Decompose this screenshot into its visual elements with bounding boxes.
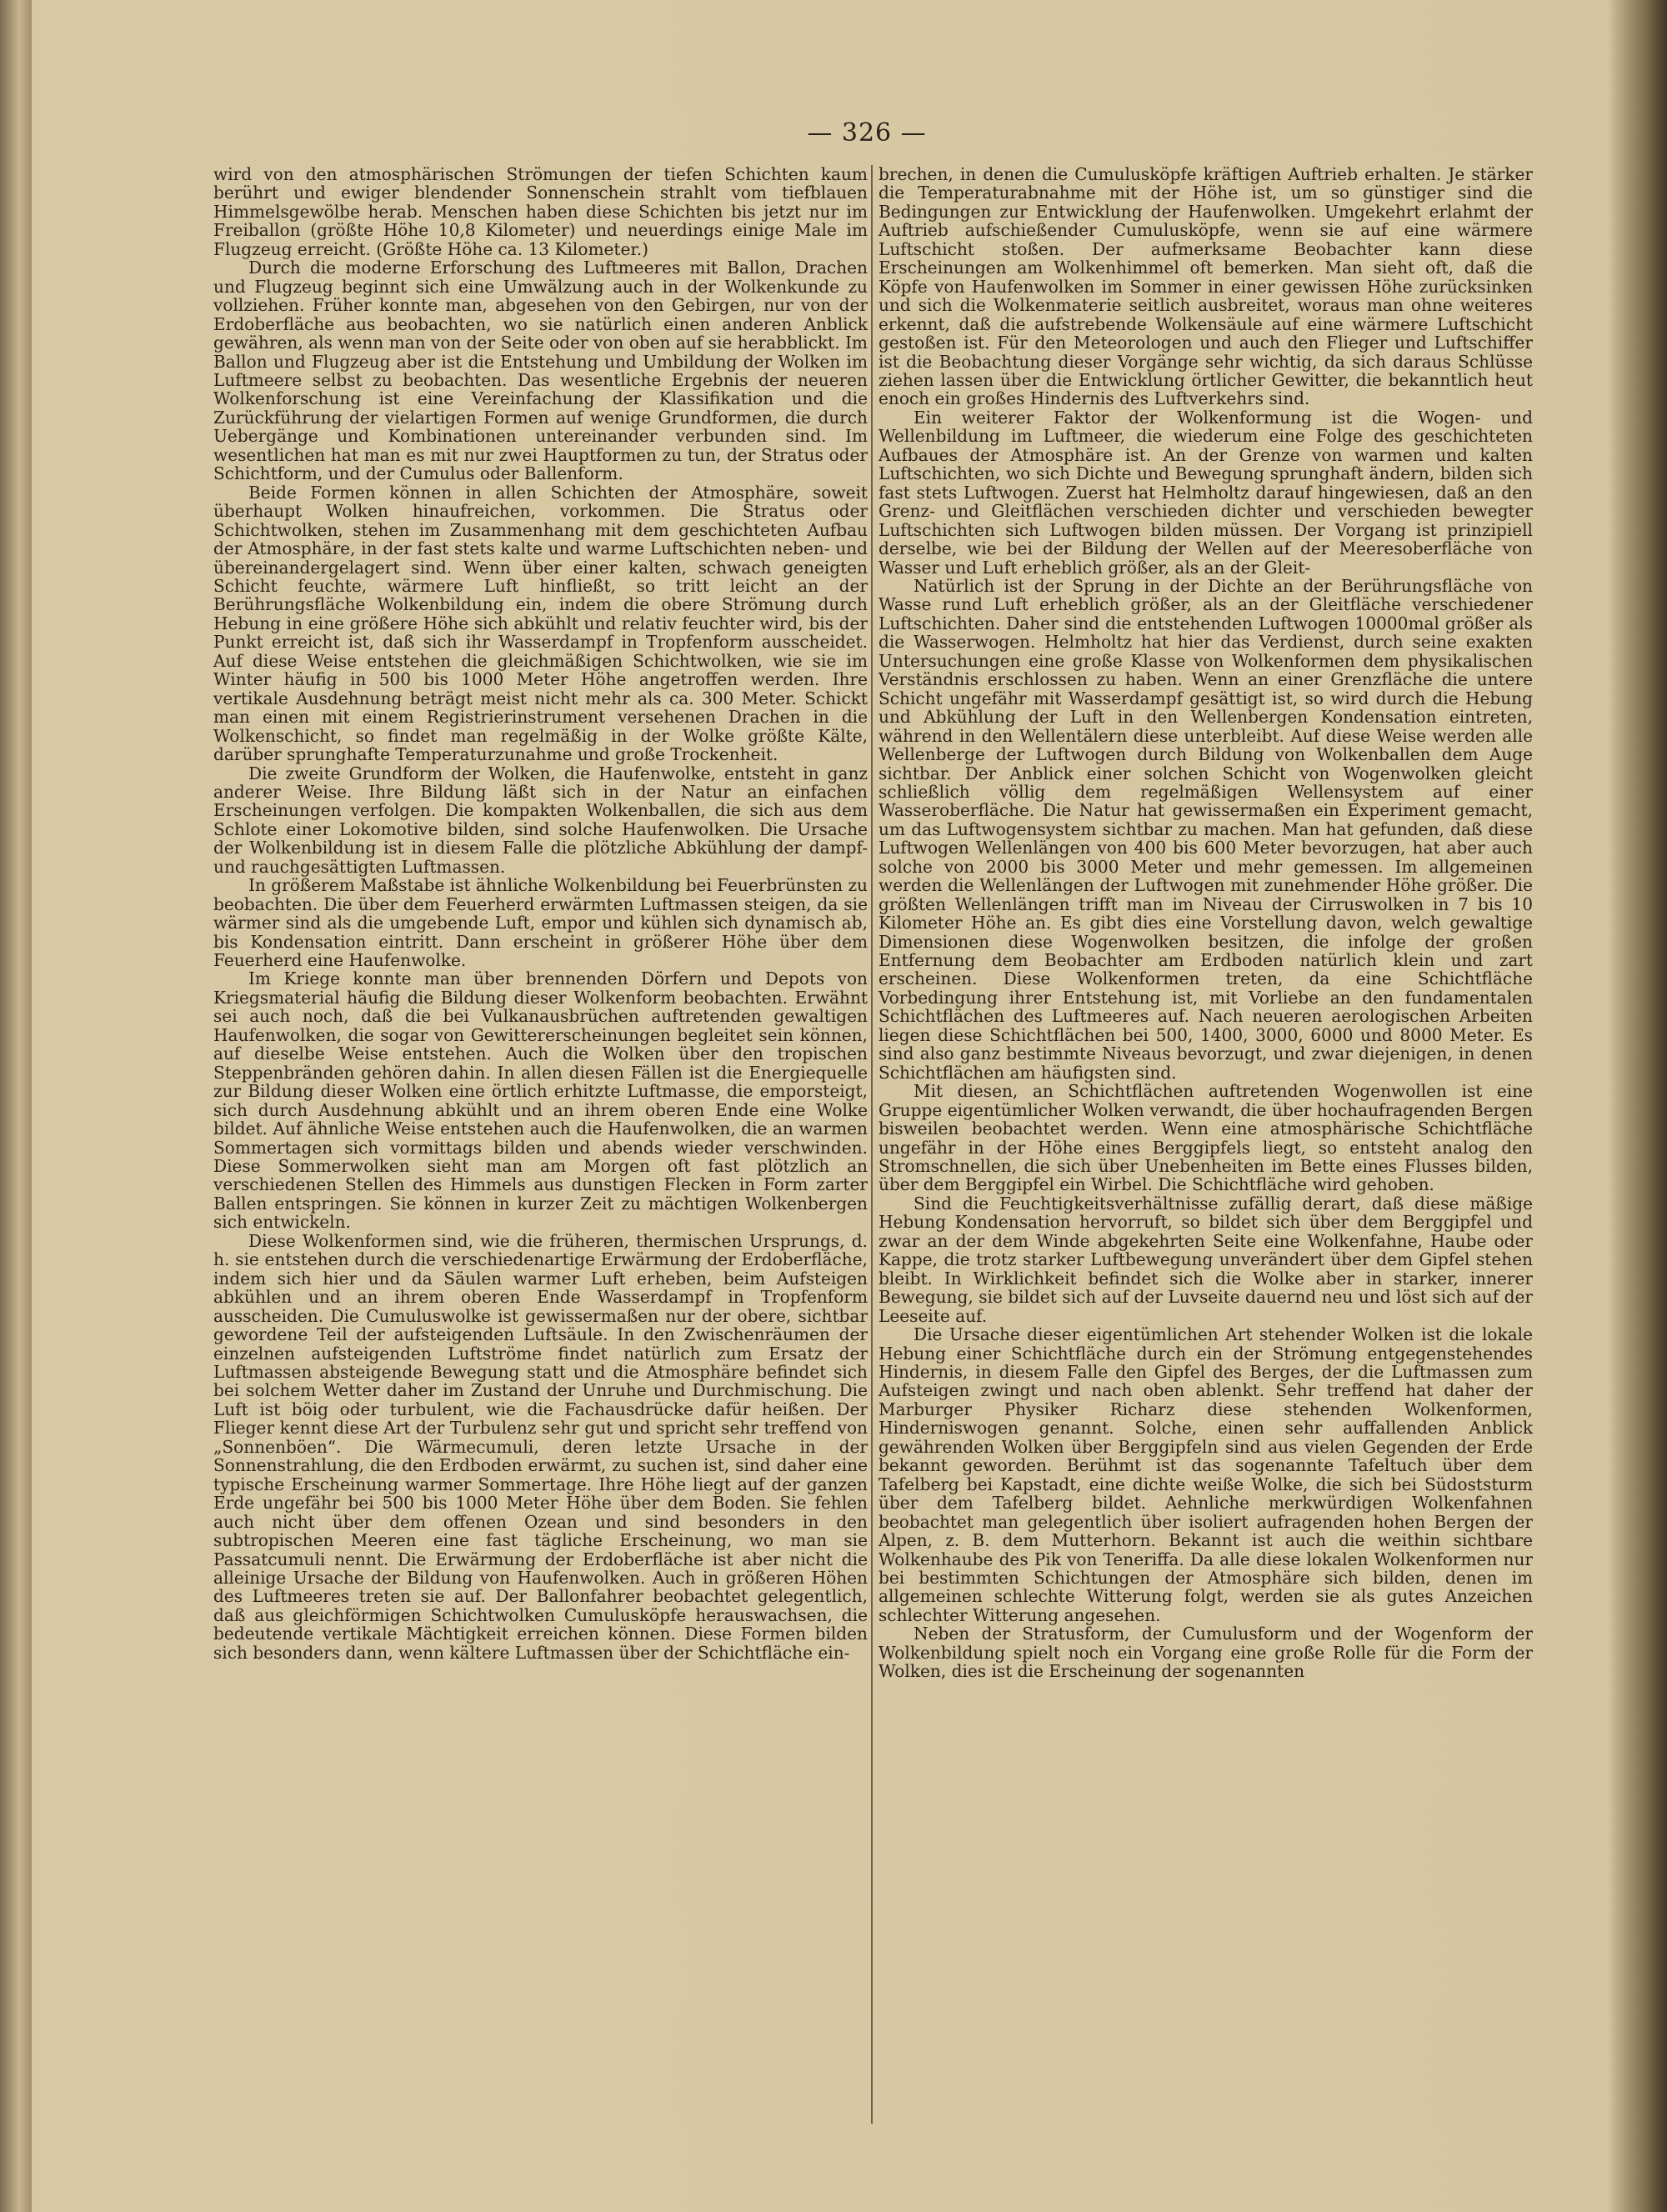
paragraph: Durch die moderne Erforschung des Luftmeeres mit Ballon, Drachen und Flugzeug beginnt sich eine Umwälzung auch in der Wolkenkunde zu vollziehen. Früher konnte man, abgesehen von den Gebirgen, nur von der Erdoberfläche aus beobachten, wo sie natürlich einen anderen Anblick gewähren, als wenn man von der Seite oder von oben auf sie herabblickt. Im Ballon und Flugzeug aber ist die Entstehung und Umbildung der Wolken im Luftmeere selbst zu beobachten. Das wesentliche Ergebnis der neueren Wolkenforschung ist eine Vereinfachung der Klassifikation und die Zurückführung der vielartigen Formen auf wenige Grundformen, die durch Uebergänge und Kombinationen untereinander verbunden sind. Im wesentlichen hat man es mit nur zwei Hauptformen zu tun, der Stratus oder Schichtform, und der Cumulus oder Ballenform. <box>213 258 868 484</box>
paragraph: Diese Wolkenformen sind, wie die früheren, thermischen Ursprungs, d. h. sie entstehen durch die verschiedenartige Erwärmung der Erdoberfläche, indem sich hier und da Säulen warmer Luft erheben, beim Aufsteigen abkühlen und an ihrem oberen Ende Wasserdampf in Tropfenform ausscheiden. Die Cumuluswolke ist gewissermaßen nur der obere, sichtbar gewordene Teil der aufsteigenden Luftsäule. In den Zwischenräumen der einzelnen aufsteigenden Luftströme findet natürlich zum Ersatz der Luftmassen absteigende Bewegung statt und die Atmosphäre befindet sich bei solchem Wetter daher im Zustand der Unruhe und Durchmischung. Die Luft ist böig oder turbulent, wie die Fachausdrücke dafür heißen. Der Flieger kennt diese Art der Turbulenz sehr gut und spricht sehr treffend von „Sonnenböen“. Die Wärmecumuli, deren letzte Ursache in der Sonnenstrahlung, die den Erdboden erwärmt, zu suchen ist, sind daher eine typische Erscheinung warmer Sommertage. Ihre Höhe liegt auf der ganzen Erde ungefähr bei 500 bis 1000 Meter Höhe über dem Boden. Sie fehlen auch nicht über dem offenen Ozean und sind besonders in den subtropischen Meeren eine fast tägliche Erscheinung, wo man sie Passatcumuli nennt. Die Erwärmung der Erdoberfläche ist aber nicht die alleinige Ursache der Bildung von Haufenwolken. Auch in größeren Höhen des Luftmeeres treten sie auf. Der Ballonfahrer beobachtet gelegentlich, daß aus gleichförmigen Schichtwolken Cumulusköpfe herauswachsen, die bedeutende vertikale Mächtigkeit erreichen können. Diese Formen bilden sich besonders dann, wenn kältere Luftmassen über der Schichtfläche ein- <box>213 1230 868 1663</box>
column-divider <box>871 165 873 2124</box>
paragraph: In größerem Maßstabe ist ähnliche Wolkenbildung bei Feuerbrünsten zu beobachten. Die über dem Feuerherd erwärmten Luftmassen steigen, da sie wärmer sind als die umgebende Luft, empor und kühlen sich dynamisch ab, bis Kondensation eintritt. Dann erscheint in größerer Höhe über dem Feuerherd eine Haufenwolke. <box>213 875 868 971</box>
paragraph: wird von den atmosphärischen Strömungen der tiefen Schichten kaum berührt und ewiger blendender Sonnenschein strahlt vom tiefblauen Himmelsgewölbe herab. Menschen haben diese Schichten bis jetzt nur im Freiballon (größte Höhe 10,8 Kilometer) und neuerdings einige Male im Flugzeug erreicht. (Größte Höhe ca. 13 Kilometer.) <box>213 164 868 259</box>
book-gutter <box>1607 0 1667 2212</box>
paragraph: Sind die Feuchtigkeitsverhältnisse zufällig derart, daß diese mäßige Hebung Kondensation hervorruft, so bildet sich über dem Berggipfel und zwar an der dem Winde abgekehrten Seite eine Wolkenfahne, Haube oder Kappe, die trotz starker Luftbewegung unverändert über dem Gipfel stehen bleibt. In Wirklichkeit befindet sich die Wolke aber in starker, innerer Bewegung, sie bildet sich auf der Luvseite dauernd neu und löst sich auf der Leeseite auf. <box>879 1193 1533 1326</box>
paragraph: Mit diesen, an Schichtflächen auftretenden Wogenwollen ist eine Gruppe eigentümlicher Wolken verwandt, die über hochaufragenden Bergen bisweilen beobachtet werden. Wenn eine atmosphärische Schichtfläche ungefähr in der Höhe eines Berggipfels liegt, so entsteht analog den Stromschnellen, die sich über Unebenheiten im Bette eines Flusses bilden, über dem Berggipfel ein Wirbel. Die Schichtfläche wird gehoben. <box>879 1081 1533 1195</box>
page-number: — 326 — <box>807 118 927 148</box>
paragraph: Im Kriege konnte man über brennenden Dörfern und Depots von Kriegsmaterial häufig die Bildung dieser Wolkenform beobachten. Erwähnt sei auch noch, daß die bei Vulkanausbrüchen auftretenden gewaltigen Haufenwolken, die sogar von Gewittererscheinungen begleitet sein können, auf dieselbe Weise entstehen. Auch die Wolken über den tropischen Steppenbränden gehören dahin. In allen diesen Fällen ist die Energiequelle zur Bildung dieser Wolken eine örtlich erhitzte Luftmasse, die emporsteigt, sich durch Ausdehnung abkühlt und an ihrem oberen Ende eine Wolke bildet. Auf ähnliche Weise entstehen auch die Haufenwolken, die an warmen Sommertagen sich vormittags bilden und abends wieder verschwinden. Diese Sommerwolken sieht man am Morgen oft fast plötzlich an verschiedenen Stellen des Himmels aus dunstigen Flecken in Form zarter Ballen entspringen. Sie können in kurzer Zeit zu mächtigen Wolkenbergen sich entwickeln. <box>213 968 868 1233</box>
right-column <box>879 165 1533 1681</box>
paragraph: Neben der Stratusform, der Cumulusform und der Wogenform der Wolkenbildung spielt noch ein Vorgang eine große Rolle für die Form der Wolken, dies ist die Erscheinung der sogenannten <box>879 1624 1533 1682</box>
left-column <box>213 165 868 1662</box>
paragraph: Natürlich ist der Sprung in der Dichte an der Berührungsfläche von Wasse rund Luft erheblich größer, als an der Gleitfläche verschiedener Luftschichten. Daher sind die entstehenden Luftwogen 10000mal größer als die Wasserwogen. Helmholtz hat hier das Verdienst, durch seine exakten Untersuchungen eine große Klasse von Wolkenformen dem physikalischen Verständnis erschlossen zu haben. Wenn an einer Grenzfläche die untere Schicht ungefähr mit Wasserdampf gesättigt ist, so wird durch die Hebung und Abkühlung der Luft in den Wellenbergen Kondensation eintreten, während in den Wellentälern diese unterbleibt. Auf diese Weise werden alle Wellenberge der Luftwogen durch Bildung von Wolkenballen dem Auge sichtbar. Der Anblick einer solchen Schicht von Wogenwolken gleicht schließlich völlig dem regelmäßigen Wellensystem auf einer Wasseroberfläche. Die Natur hat gewissermaßen ein Experiment gemacht, um das Luftwogensystem sichtbar zu machen. Man hat gefunden, daß diese Luftwogen Wellenlängen von 400 bis 600 Meter bevorzugen, hat aber auch solche von 2000 bis 3000 Meter und mehr gemessen. Im allgemeinen werden die Wellenlängen der Luftwogen mit zunehmender Höhe größer. Die größten Wellenlängen trifft man im Niveau der Cirruswolken in 7 bis 10 Kilometer Höhe an. Es gibt dies eine Vorstellung davon, welch gewaltige Dimensionen diese Wogenwolken besitzen, die infolge der großen Entfernung dem Beobachter am Erdboden natürlich klein und zart erscheinen. Diese Wolkenformen treten, da eine Schichtfläche Vorbedingung ihrer Entstehung ist, mit Vorliebe an den fundamentalen Schichtflächen des Luftmeeres auf. Nach neueren aerologischen Arbeiten liegen diese Schichtflächen bei 500, 1400, 3000, 6000 und 8000 Meter. Es sind also ganz bestimmte Niveaus bevorzugt, und zwar diejenigen, in denen Schichtflächen am häufigsten sind. <box>879 575 1533 1083</box>
paragraph: Die zweite Grundform der Wolken, die Haufenwolke, entsteht in ganz anderer Weise. Ihre Bildung läßt sich in der Natur an einfachen Erscheinungen verfolgen. Die kompakten Wolkenballen, die sich aus dem Schlote einer Lokomotive bilden, sind solche Haufenwolken. Die Ursache der Wolkenbildung ist in diesem Falle die plötzliche Abkühlung der dampf- und rauchgesättigten Luftmassen. <box>213 763 868 877</box>
previous-page-edge <box>0 0 32 2212</box>
paragraph: Die Ursache dieser eigentümlichen Art stehender Wolken ist die lokale Hebung einer Schichtfläche durch ein der Strömung entgegenstehendes Hindernis, in diesem Falle den Gipfel des Berges, der die Luftmassen zum Aufsteigen zwingt und nach oben ablenkt. Sehr treffend hat daher der Marburger Physiker Richarz diese stehenden Wolkenformen, Hinderniswogen genannt. Solche, einen sehr auffallenden Anblick gewährenden Wolken über Berggipfeln sind aus vielen Gegenden der Erde bekannt geworden. Berühmt ist das sogenannte Tafeltuch über dem Tafelberg bei Kapstadt, eine dichte weiße Wolke, die sich bei Südoststurm über dem Tafelberg bildet. Aehnliche merkwürdigen Wolkenfahnen beobachtet man gelegentlich über isoliert aufragenden hohen Bergen der Alpen, z. B. dem Mutterhorn. Bekannt ist auch die weithin sichtbare Wolkenhaube des Pik von Teneriffa. Da alle diese lokalen Wolkenformen nur bei bestimmten Schichtungen der Atmosphäre sich bilden, denen im allgemeinen schlechte Witterung folgt, werden sie als gutes Anzeichen schlechter Witterung angesehen. <box>879 1324 1533 1625</box>
paragraph: Beide Formen können in allen Schichten der Atmosphäre, soweit überhaupt Wolken hinaufreichen, vorkommen. Die Stratus oder Schichtwolken, stehen im Zusammenhang mit dem geschichteten Aufbau der Atmosphäre, in der fast stets kalte und warme Luftschichten neben- und übereinandergelagert sind. Wenn über einer kalten, schwach geneigten Schicht feuchte, wärmere Luft hinfließt, so tritt leicht an der Berührungsfläche Wolkenbildung ein, indem die obere Strömung durch Hebung in eine größere Höhe sich abkühlt und relativ feuchter wird, bis der Punkt erreicht ist, daß sich ihr Wasserdampf in Tropfenform ausscheidet. Auf diese Weise entstehen die gleichmäßigen Schichtwolken, wie sie im Winter häufig in 500 bis 1000 Meter Höhe angetroffen werden. Ihre vertikale Ausdehnung beträgt meist nicht mehr als ca. 300 Meter. Schickt man einen mit einem Registrierinstrument versehenen Drachen in die Wolkenschicht, so findet man regelmäßig in der Wolke größte Kälte, darüber sprunghafte Temperaturzunahme und große Trockenheit. <box>213 482 868 765</box>
paragraph: Ein weiterer Faktor der Wolkenformung ist die Wogen- und Wellenbildung im Luftmeer, die wiederum eine Folge des geschichteten Aufbaues der Atmosphäre ist. An der Grenze von warmen und kalten Luftschichten, wo sich Dichte und Bewegung sprunghaft ändern, bilden sich fast stets Luftwogen. Zuerst hat Helmholtz darauf hingewiesen, daß an den Grenz- und Gleitflächen verschieden dichter und verschieden bewegter Luftschichten sich Luftwogen bilden müssen. Der Vorgang ist prinzipiell derselbe, wie bei der Bildung der Wellen auf der Meeresoberfläche von Wasser und Luft erheblich größer, als an der Gleit- <box>879 407 1533 578</box>
paragraph: brechen, in denen die Cumulusköpfe kräftigen Auftrieb erhalten. Je stärker die Temperaturabnahme mit der Höhe ist, um so günstiger sind die Bedingungen zur Entwicklung der Haufenwolken. Umgekehrt erlahmt der Auftrieb aufschießender Cumulusköpfe, wenn sie auf eine wärmere Luftschicht stoßen. Der aufmerksame Beobachter kann diese Erscheinungen am Wolkenhimmel oft bemerken. Man sieht oft, daß die Köpfe von Haufenwolken im Sommer in einer gewissen Höhe zurücksinken und sich die Wolkenmaterie seitlich ausbreitet, woraus man ohne weiteres erkennt, daß die aufstrebende Wolkensäule auf eine wärmere Luftschicht gestoßen ist. Für den Meteorologen und auch den Flieger und Luftschiffer ist die Beobachtung dieser Vorgänge sehr wichtig, da sich daraus Schlüsse ziehen lassen über die Entwicklung örtlicher Gewitter, die bekanntlich heut enoch ein großes Hindernis des Luftverkehrs sind. <box>879 164 1533 409</box>
